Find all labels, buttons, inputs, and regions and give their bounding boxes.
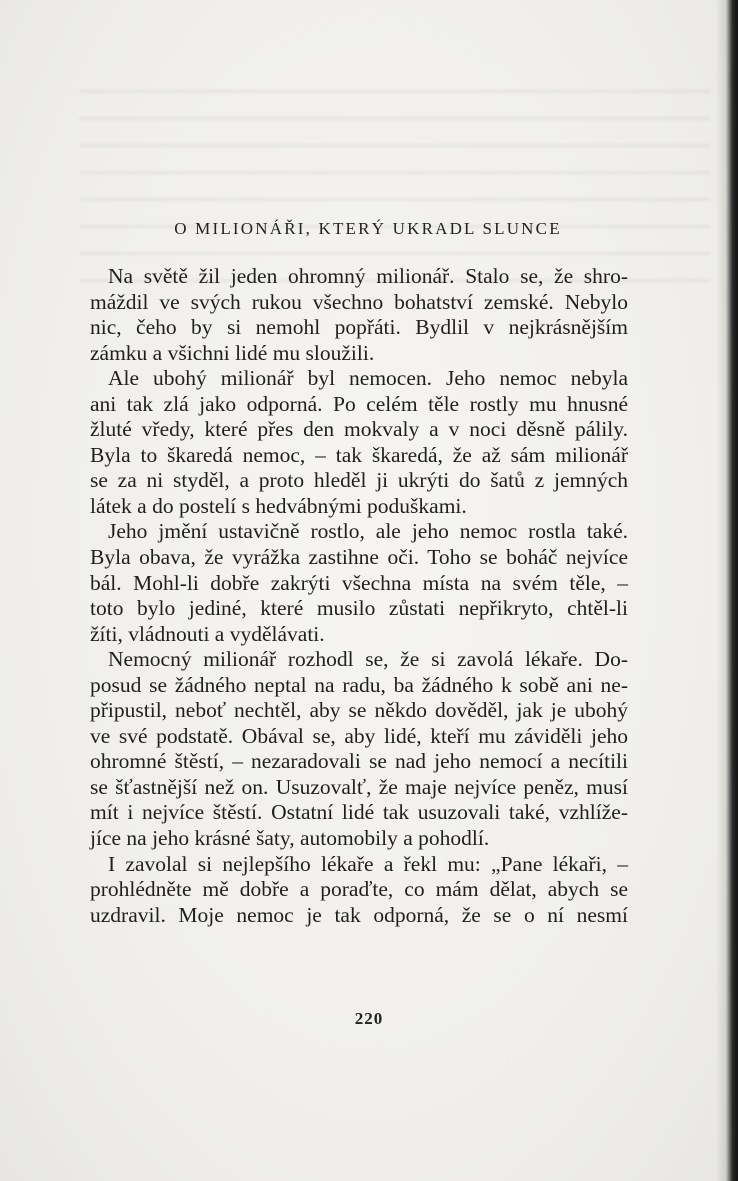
text-line: se za ni styděl, a proto hleděl ji ukrýti do šatů z jemných [90, 468, 628, 493]
text-line: Na světě žil jeden ohromný milionář. Stalo se, že shro- [108, 264, 628, 288]
text-line: Ale ubohý milionář byl nemocen. Jeho nemoc nebyla [108, 366, 628, 391]
chapter-title: O MILIONÁŘI, KTERÝ UKRADL SLUNCE [174, 219, 562, 238]
text-line: jíce na jeho krásné šaty, automobily a pohodlí. [90, 826, 490, 851]
text-line: žluté vředy, které přes den mokvaly a v noci děsně pálily. [90, 417, 628, 442]
text-line: se šťastnější než on. Usuzovalť, že maje nejvíce peněz, musí [90, 774, 628, 799]
text-line: posud se žádného neptal na radu, ba žádného k sobě ani ne- [90, 672, 628, 697]
text-line: připustil, neboť nechtěl, aby se někdo dověděl, jak je ubohý [90, 698, 628, 723]
text-line: máždil ve svých rukou všechno bohatství zemské. Nebylo [90, 289, 628, 314]
text-line: Byla obava, že vyrážka zastihne oči. Toho se boháč nejvíce [90, 545, 628, 570]
text-line: Jeho jmění ustavičně rostlo, ale jeho nemoc rostla také. [108, 519, 628, 544]
text-line: prohlédněte mě dobře a poraďte, co mám dělat, abych se [90, 877, 628, 902]
text-line: žíti, vládnouti a vydělávati. [90, 621, 325, 646]
page-number: 220 [354, 1009, 384, 1028]
text-line: ve své podstatě. Obával se, aby lidé, kteří mu záviděli jeho [90, 723, 628, 748]
text-line: mít i nejvíce štěstí. Ostatní lidé tak usuzovali také, vzhlíže- [90, 800, 628, 825]
text-line: I zavolal si nejlepšího lékaře a řekl mu: „Pane lékaři, – [108, 851, 628, 876]
text-line: ani tak zlá jako odporná. Po celém těle rostly mu hnusné [90, 391, 628, 416]
text-line: nic, čeho by si nemohl popřáti. Bydlil v nejkrásnějším [90, 315, 628, 340]
text-line: Nemocný milionář rozhodl se, že si zavolá lékaře. Do- [108, 647, 628, 672]
text-line: toto bylo jediné, které musilo zůstati nepřikryto, chtěl-li [90, 596, 628, 621]
text-line: Byla to škaredá nemoc, – tak škaredá, že až sám milionář [90, 442, 628, 467]
show-through-text [80, 72, 710, 292]
page-edge-shadow [716, 0, 738, 1181]
text-line: látek a do postelí s hedvábnými poduškami. [90, 493, 467, 518]
text-line: bál. Mohl-li dobře zakrýti všechna místa na svém těle, – [90, 570, 628, 595]
body-text [90, 264, 628, 928]
text-line: ohromné štěstí, – nezaradovali se nad jeho nemocí a necítili [90, 749, 628, 774]
text-line: uzdravil. Moje nemoc je tak odporná, že se o ní nesmí [90, 902, 628, 927]
text-line: zámku a všichni lidé mu sloužili. [90, 340, 375, 365]
